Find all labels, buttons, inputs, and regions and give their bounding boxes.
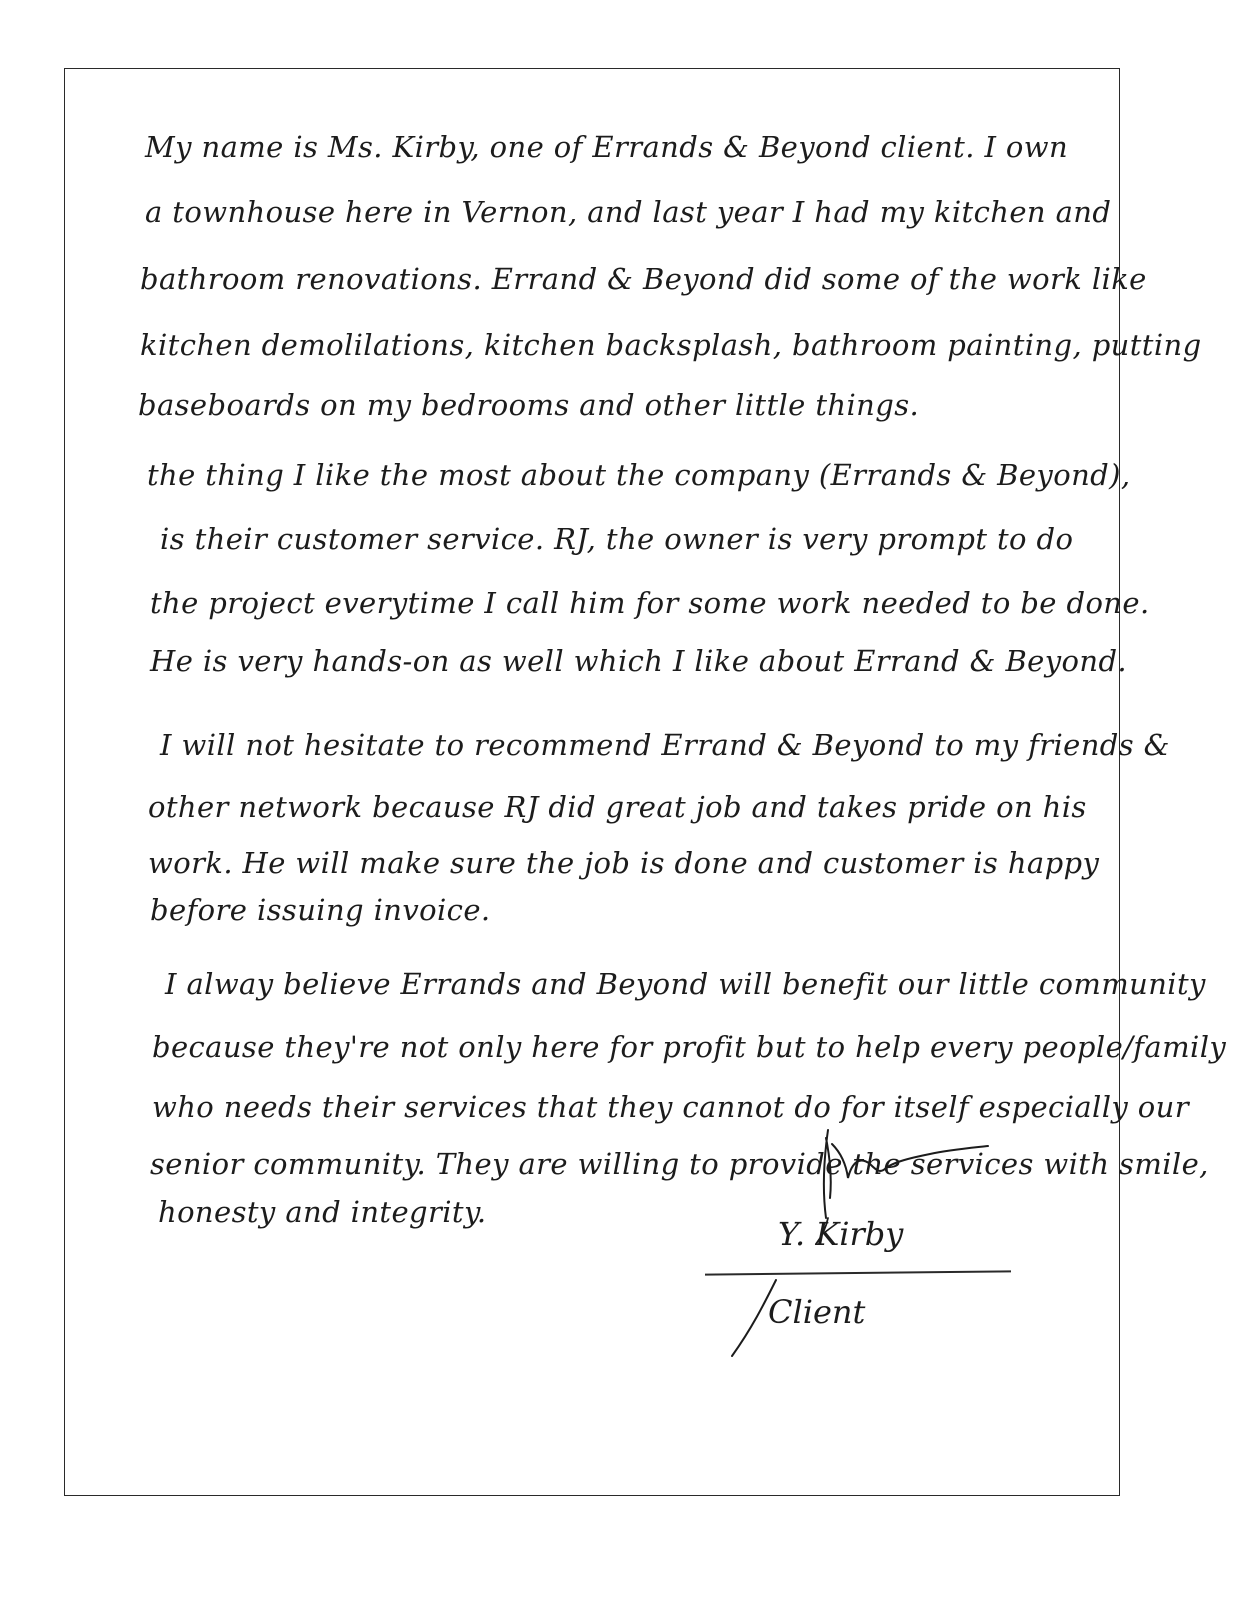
letter-line: the project everytime I call him for some work needed to be done. — [150, 586, 1150, 620]
letter-line: kitchen demolilations, kitchen backsplash, bathroom painting, putting — [140, 328, 1202, 362]
letter-line: honesty and integrity. — [158, 1195, 487, 1229]
signature-name: Y. Kirby — [778, 1215, 904, 1253]
letter-line: My name is Ms. Kirby, one of Errands & Beyond client. I own — [145, 130, 1069, 164]
letter-line: I will not hesitate to recommend Errand & Beyond to my friends & — [160, 728, 1170, 762]
letter-line: I alway believe Errands and Beyond will benefit our little community — [165, 967, 1206, 1001]
letter-line: before issuing invoice. — [150, 893, 491, 927]
letter-line: bathroom renovations. Errand & Beyond did some of the work like — [140, 262, 1147, 296]
letter-line: who needs their services that they cannot do for itself especially our — [152, 1090, 1190, 1124]
signature-role: Client — [768, 1293, 866, 1331]
letter-line: is their customer service. RJ, the owner is very prompt to do — [160, 522, 1074, 556]
letter-line: because they're not only here for profit but to help every people/family — [152, 1030, 1227, 1064]
letter-line: baseboards on my bedrooms and other little things. — [138, 388, 920, 422]
letter-line: the thing I like the most about the company (Errands & Beyond), — [147, 458, 1131, 492]
letter-line: He is very hands-on as well which I like about Errand & Beyond. — [150, 644, 1128, 678]
letter-line: senior community. They are willing to provide the services with smile, — [150, 1147, 1209, 1181]
letter-line: other network because RJ did great job and takes pride on his — [148, 790, 1087, 824]
letter-line: work. He will make sure the job is done and customer is happy — [148, 846, 1100, 880]
letter-line: a townhouse here in Vernon, and last year I had my kitchen and — [145, 195, 1112, 229]
